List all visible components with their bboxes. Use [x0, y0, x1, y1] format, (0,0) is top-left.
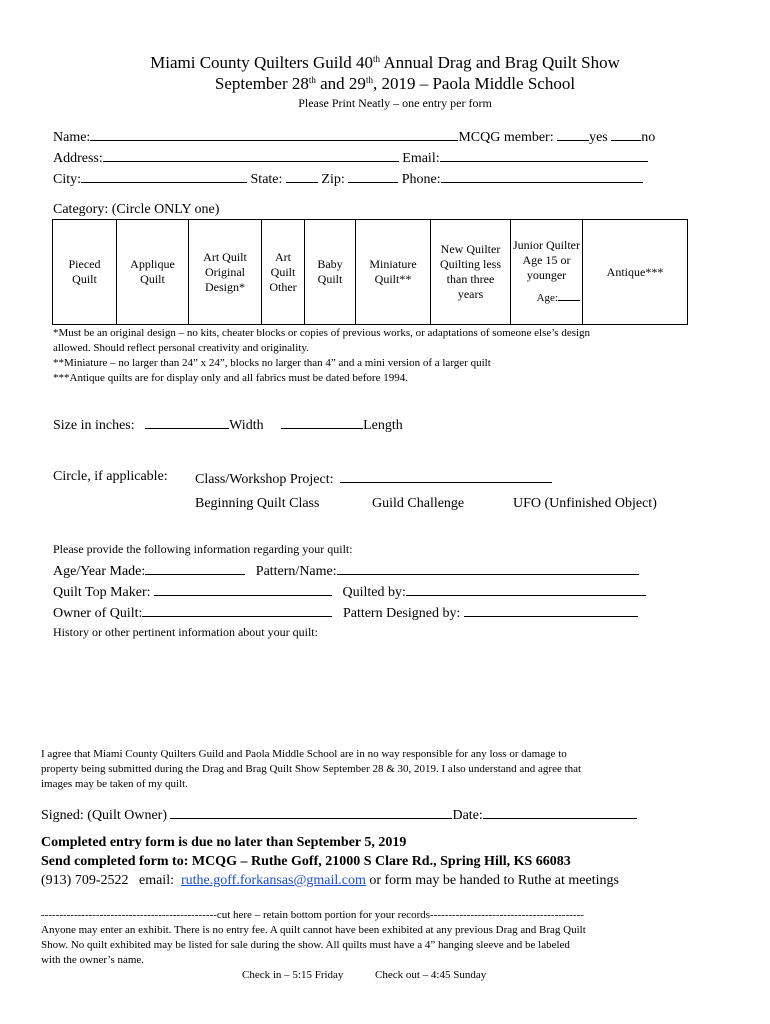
designed-by-field[interactable]	[464, 603, 638, 617]
category-label: Category: (Circle ONLY one)	[53, 202, 220, 217]
contact-suffix: or form may be handed to Ruthe at meetings	[365, 873, 619, 888]
signed-label: Signed: (Quilt Owner)	[41, 808, 167, 823]
category-note-4: ***Antique quilts are for display only and all fabrics must be dated before 1994.	[53, 372, 408, 384]
category-applique-quilt[interactable]: Applique Quilt	[117, 220, 189, 325]
contact-phone: (913) 709-2522 email:	[41, 873, 181, 888]
phone-label: Phone:	[401, 172, 441, 187]
contact-row	[41, 873, 619, 889]
category-antique[interactable]: Antique***	[583, 220, 688, 325]
name-label: Name:	[53, 130, 91, 145]
agreement-line-1: I agree that Miami County Quilters Guild and Paola Middle School are in no way responsible for any loss or damage to	[41, 748, 567, 760]
agreement-line-3: images may be taken of my quilt.	[41, 778, 188, 790]
quilt-info-intro: Please provide the following information regarding your quilt:	[53, 542, 353, 556]
category-baby-quilt[interactable]: Baby Quilt	[305, 220, 356, 325]
project-row	[195, 469, 552, 488]
designed-by-label: Pattern Designed by:	[342, 606, 461, 621]
owner-label: Owner of Quilt:	[53, 606, 143, 621]
mcqg-yes-blank[interactable]	[557, 127, 589, 141]
category-note-3: **Miniature – no larger than 24” x 24”, blocks no larger than 4” and a mini version of a larger quilt	[53, 357, 491, 369]
title2-sup1: th	[308, 75, 316, 85]
title2-text-b: and 29	[315, 74, 366, 93]
top-maker-field[interactable]	[154, 582, 332, 596]
title2-text-a: September 28	[214, 74, 309, 93]
name-field[interactable]	[90, 127, 458, 141]
junior-age-row	[513, 289, 580, 306]
check-out-time: Check out – 4:45 Sunday	[375, 969, 487, 981]
pattern-name-label: Pattern/Name:	[255, 564, 337, 579]
mcqg-member-label: MCQG member:	[458, 130, 554, 145]
email-label: Email:	[402, 151, 440, 166]
top-maker-row	[53, 582, 646, 601]
zip-field[interactable]	[348, 169, 398, 183]
project-label: Class/Workshop Project:	[195, 472, 334, 487]
category-note-1: *Must be an original design – no kits, cheater blocks or copies of previous works, or adaptations of someone else’s design	[53, 327, 591, 339]
junior-quilter-text: Junior Quilter Age 15 or younger	[513, 238, 580, 282]
pattern-name-field[interactable]	[337, 561, 639, 575]
age-year-label: Age/Year Made:	[53, 564, 146, 579]
due-date-notice: Completed entry form is due no later than September 5, 2019	[41, 835, 407, 850]
category-new-quilter[interactable]: New Quilter Quilting less than three years	[431, 220, 511, 325]
circle-label: Circle, if applicable:	[53, 469, 168, 484]
mcqg-no-blank[interactable]	[611, 127, 641, 141]
contact-email-link[interactable]: ruthe.goff.forkansas@gmail.com	[180, 873, 366, 888]
state-label: State:	[250, 172, 283, 187]
phone-field[interactable]	[441, 169, 643, 183]
quilted-by-field[interactable]	[406, 582, 646, 596]
owner-field[interactable]	[142, 603, 332, 617]
form-title-line2	[0, 74, 770, 94]
form-title-line1	[0, 53, 770, 73]
check-in-time: Check in – 5:15 Friday	[242, 969, 344, 981]
category-art-quilt-other[interactable]: Art Quilt Other	[262, 220, 305, 325]
age-pattern-row	[53, 561, 639, 580]
signature-field[interactable]	[170, 805, 452, 819]
length-label: Length	[363, 418, 403, 433]
city-field[interactable]	[81, 169, 247, 183]
agreement-line-2: property being submitted during the Drag and Brag Quilt Show September 28 & 30, 2019. I also understand and agree that	[41, 763, 582, 775]
title-sup: th	[373, 54, 381, 64]
signature-row	[41, 805, 637, 824]
history-label: History or other pertinent information about your quilt:	[53, 625, 318, 639]
address-row	[53, 148, 648, 167]
width-field[interactable]	[145, 415, 229, 429]
category-table	[52, 219, 688, 325]
option-beginning-class[interactable]: Beginning Quilt Class	[195, 496, 320, 511]
footer-line-3: with the owner’s name.	[41, 954, 145, 966]
quilted-by-label: Quilted by:	[342, 585, 406, 600]
name-row	[53, 127, 655, 146]
no-label: no	[641, 130, 656, 145]
length-field[interactable]	[281, 415, 363, 429]
form-subtitle: Please Print Neatly – one entry per form	[298, 96, 492, 110]
size-row	[53, 415, 403, 434]
date-field[interactable]	[483, 805, 637, 819]
title2-text-c: , 2019 – Paola Middle School	[372, 74, 576, 93]
project-field[interactable]	[340, 469, 552, 483]
yes-label: yes	[589, 130, 608, 145]
category-miniature-quilt[interactable]: Miniature Quilt**	[356, 220, 431, 325]
option-guild-challenge[interactable]: Guild Challenge	[372, 496, 465, 511]
send-to-address: Send completed form to: MCQG – Ruthe Goff, 21000 S Clare Rd., Spring Hill, KS 66083	[41, 854, 571, 869]
category-junior-quilter[interactable]	[511, 220, 583, 325]
title2-sup2: th	[365, 75, 373, 85]
date-label: Date:	[452, 808, 483, 823]
top-maker-label: Quilt Top Maker:	[53, 585, 151, 600]
address-label: Address:	[53, 151, 103, 166]
owner-row	[53, 603, 638, 622]
state-field[interactable]	[286, 169, 318, 183]
email-field[interactable]	[440, 148, 648, 162]
category-pieced-quilt[interactable]: Pieced Quilt	[53, 220, 117, 325]
junior-age-field[interactable]	[558, 289, 580, 301]
city-label: City:	[53, 172, 82, 187]
category-note-2: allowed. Should reflect personal creativity and originality.	[53, 342, 309, 354]
address-field[interactable]	[103, 148, 399, 162]
junior-age-label: Age:	[536, 292, 558, 304]
cut-line: ------------------------------------------------cut here – retain bottom portion for your records------------------------------------------	[41, 909, 584, 921]
age-year-field[interactable]	[145, 561, 245, 575]
category-art-quilt-original[interactable]: Art Quilt Original Design*	[189, 220, 262, 325]
width-label: Width	[229, 418, 264, 433]
zip-label: Zip:	[321, 172, 345, 187]
option-ufo[interactable]: UFO (Unfinished Object)	[513, 496, 657, 511]
size-label: Size in inches:	[53, 418, 135, 433]
title-text-b: Annual Drag and Brag Quilt Show	[380, 53, 620, 72]
history-area[interactable]	[53, 642, 687, 738]
city-row	[53, 169, 643, 188]
title-text-a: Miami County Quilters Guild 40	[150, 53, 373, 72]
footer-line-1: Anyone may enter an exhibit. There is no entry fee. A quilt cannot have been exhibited at any previous Drag and Brag Quilt	[41, 924, 586, 936]
footer-line-2: Show. No quilt exhibited may be listed for sale during the show. All quilts must have a 4” hanging sleeve and be labeled	[41, 939, 570, 951]
